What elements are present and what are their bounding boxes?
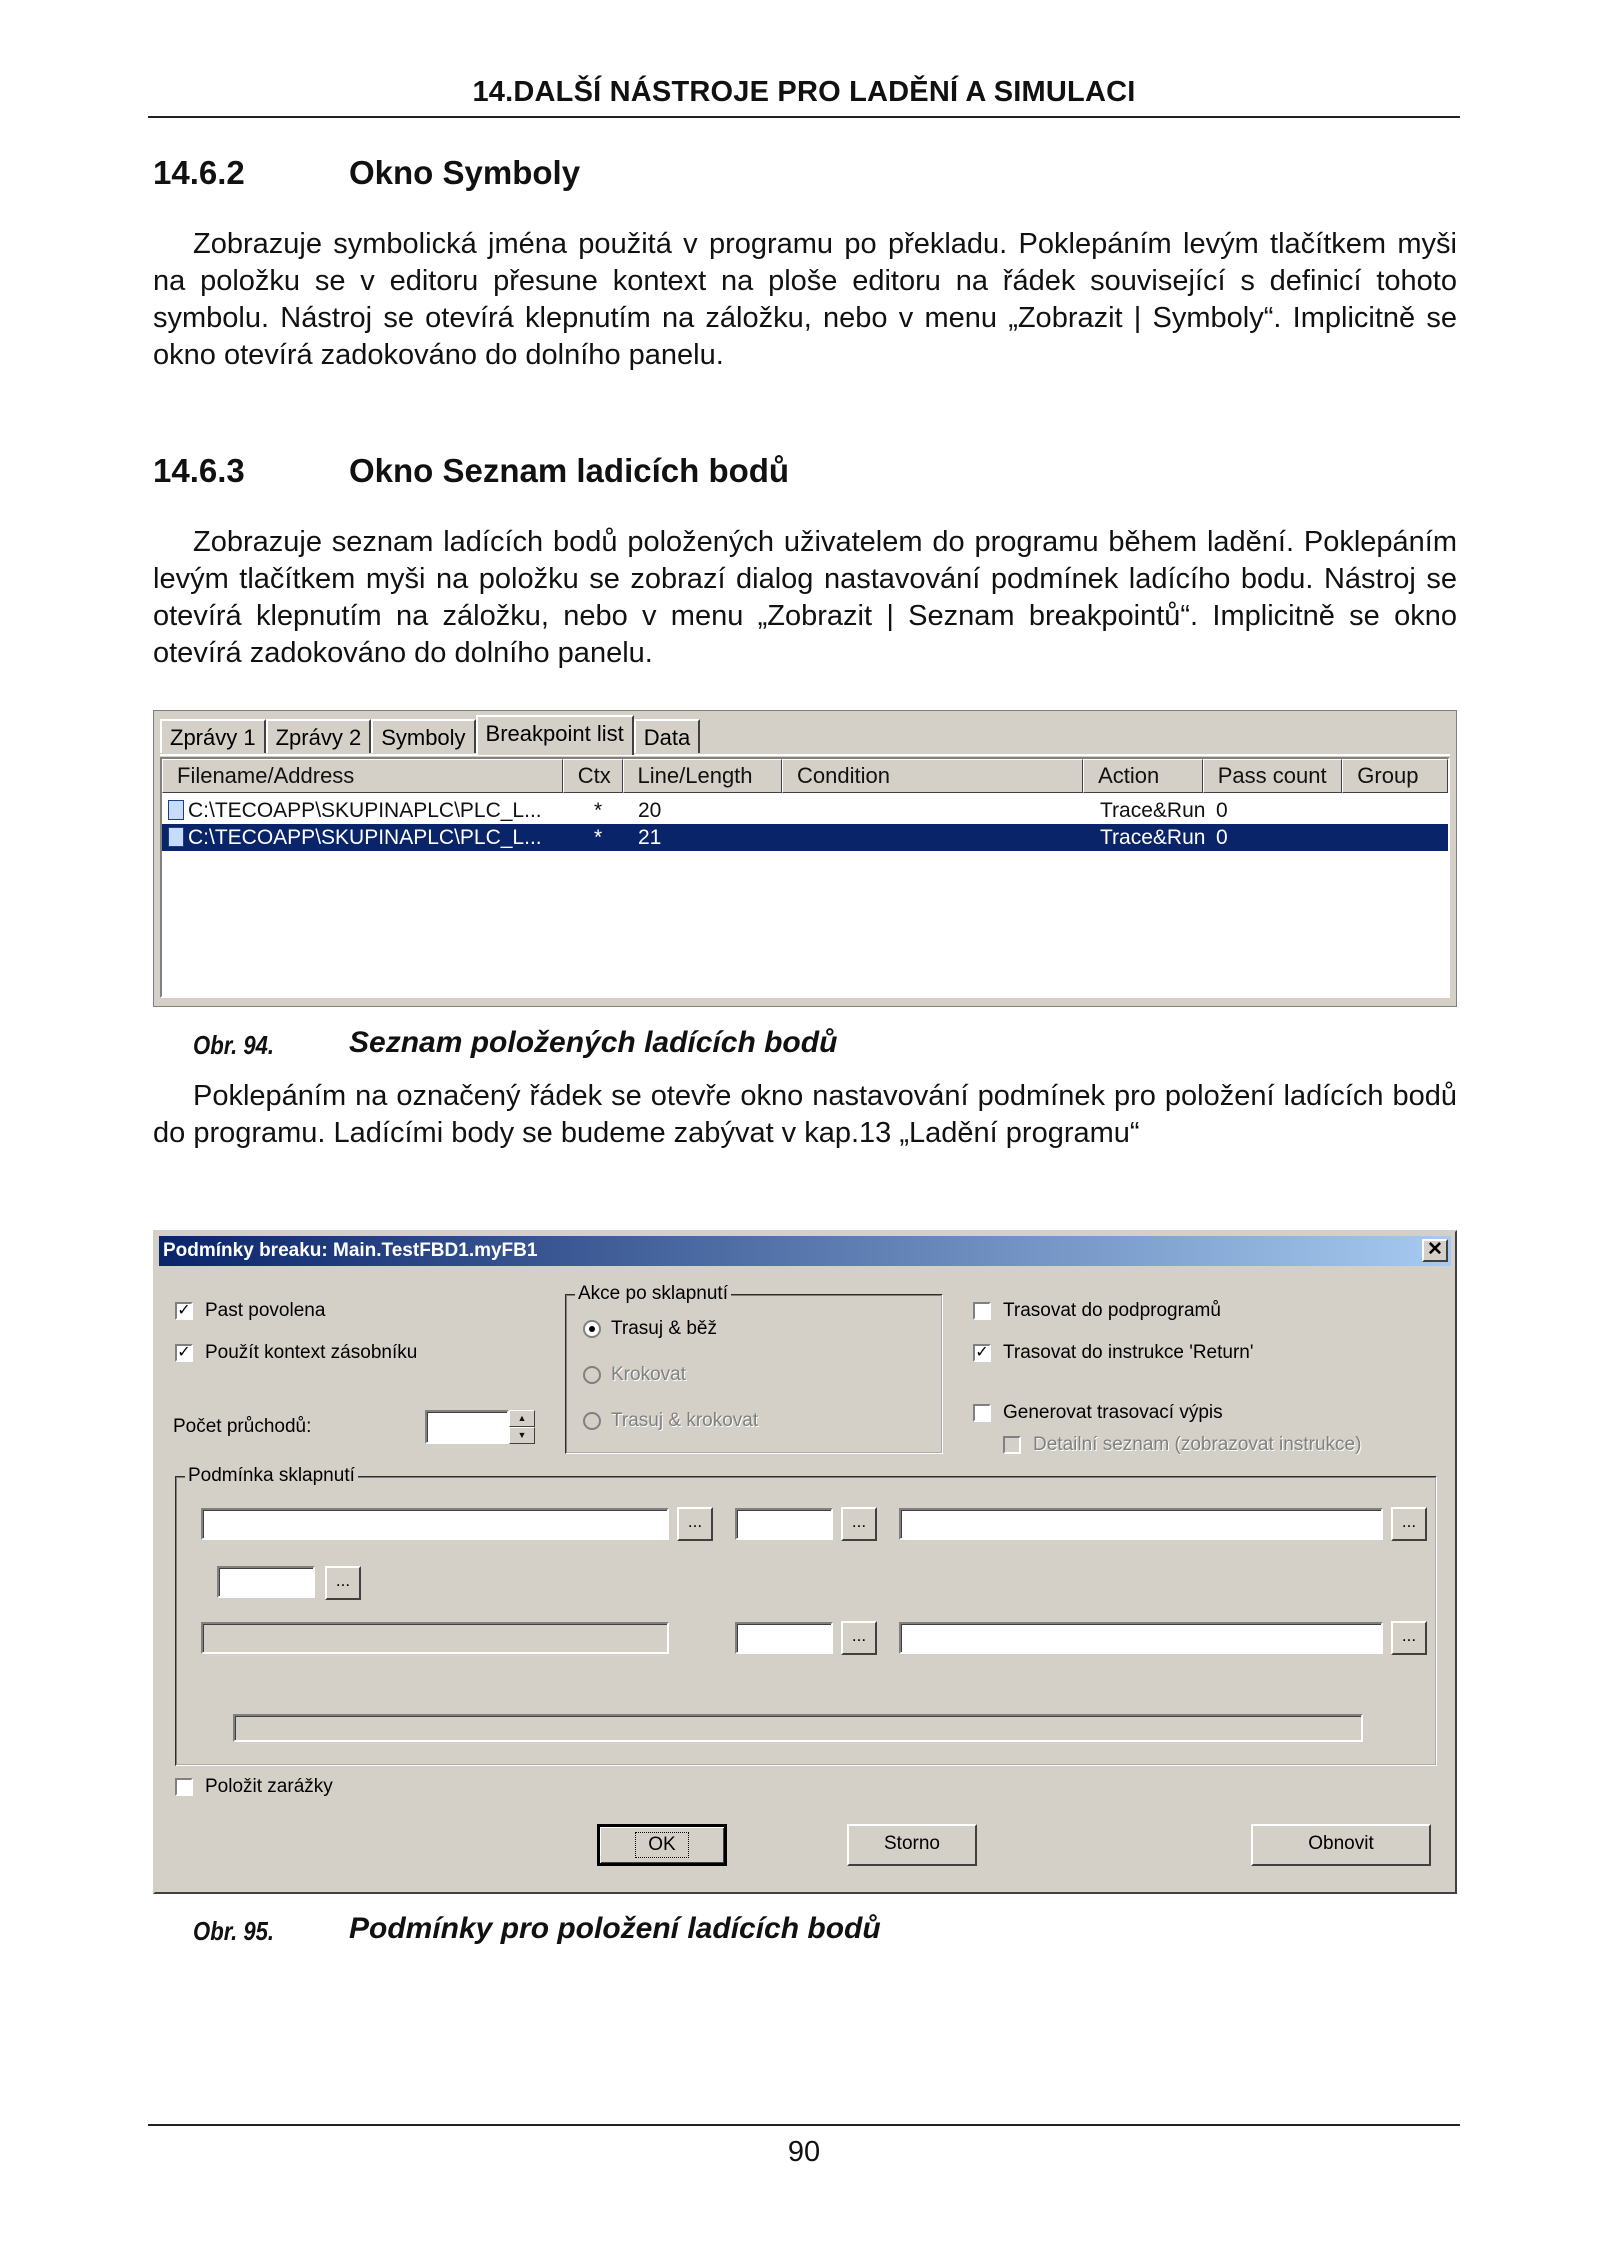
section-number: 14.6.2 [153,154,245,191]
break-conditions-dialog [153,1230,1457,1894]
column-filename[interactable]: Filename/Address [162,759,563,793]
close-button[interactable]: ✕ [1422,1239,1448,1262]
tab-data[interactable]: Data [634,719,700,753]
row-ctx: * [594,799,603,822]
condition-operator-2-input[interactable] [735,1622,833,1654]
trasovat-podprogramu-label: Trasovat do podprogramů [1003,1300,1221,1321]
trasuj-krokovat-label: Trasuj & krokovat [611,1410,759,1431]
condition-operand-4-browse-button[interactable]: ... [1391,1621,1427,1655]
column-ctx[interactable]: Ctx [563,759,623,793]
column-pass-count[interactable]: Pass count [1203,759,1343,793]
trasuj-bez-label: Trasuj & běž [611,1318,717,1339]
page-number: 90 [787,2136,821,2168]
column-line-length[interactable]: Line/Length [623,759,783,793]
ok-button[interactable] [597,1824,727,1866]
column-group[interactable]: Group [1342,759,1448,793]
column-action[interactable]: Action [1083,759,1203,793]
polozit-zarazky-checkbox[interactable] [175,1778,193,1796]
breakpoint-list-panel [153,710,1457,1007]
row-line: 20 [638,799,662,822]
file-icon [168,827,184,847]
condition-operator-browse-button[interactable]: ... [841,1507,877,1541]
row-file: C:\TECOAPP\SKUPINAPLC\PLC_L... [188,826,542,849]
spin-down-icon[interactable]: ▼ [509,1427,535,1444]
section-number: 14.6.3 [153,452,245,489]
detailni-seznam-checkbox[interactable] [1003,1436,1021,1454]
trasuj-krokovat-radio[interactable] [583,1412,601,1430]
file-icon [168,800,184,820]
tab-zpravy-2[interactable]: Zprávy 2 [266,719,372,753]
past-povolena-label: Past povolena [205,1300,326,1321]
obnovit-button[interactable]: Obnovit [1251,1824,1431,1866]
figure-caption-text: Seznam položených ladících bodů [349,1026,838,1059]
row-action: Trace&Run [1100,799,1206,822]
pouzit-kontext-checkbox[interactable]: ✓ [175,1344,193,1362]
row-ctx: * [594,826,603,849]
pocet-pruchodu-label: Počet průchodů: [173,1416,312,1437]
column-condition[interactable]: Condition [782,759,1083,793]
condition-operand-2-input[interactable] [899,1508,1383,1540]
section-paragraph: Zobrazuje seznam ladících bodů položených uživatelem do programu během ladění. Poklepáním levým tlačítkem myši na položku se zobrazí dialog nastavování podmínek ladícího bodu. Nástroj se otevírá klepnutím na záložku, nebo v menu „Zobrazit | Seznam breakpointů“. Implicitně se okno otevírá zadokováno do dolního panelu. [153,526,1457,669]
condition-operand-4-input[interactable] [899,1622,1383,1654]
podminka-group-label: Podmínka sklapnutí [185,1464,358,1488]
condition-operand-2-browse-button[interactable]: ... [1391,1507,1427,1541]
section-title: Okno Seznam ladicích bodů [349,452,790,489]
generovat-vypis-checkbox[interactable] [973,1404,991,1422]
condition-operator-2-browse-button[interactable]: ... [841,1621,877,1655]
body-paragraph: Poklepáním na označený řádek se otevře okno nastavování podmínek pro položení ladících bodů do programu. Ladícími body se budeme zabývat v kap.13 „Ladění programu“ [153,1080,1457,1149]
trasuj-bez-radio[interactable] [583,1320,601,1338]
pocet-pruchodu-spinner[interactable] [509,1410,535,1444]
figure-caption-text: Podmínky pro položení ladících bodů [349,1912,881,1945]
spin-up-icon[interactable]: ▲ [509,1410,535,1427]
storno-button[interactable]: Storno [847,1824,977,1866]
tab-underline [160,754,1450,756]
generovat-vypis-label: Generovat trasovací výpis [1003,1402,1223,1423]
row-action: Trace&Run [1100,826,1206,849]
header-rule [148,116,1460,118]
condition-operator-input[interactable] [735,1508,833,1540]
condition-operand-1-input[interactable] [201,1508,669,1540]
footer-rule [148,2124,1460,2126]
dialog-title: Podmínky breaku: Main.TestFBD1.myFB1 [163,1240,538,1261]
trasovat-return-checkbox[interactable]: ✓ [973,1344,991,1362]
condition-operand-1-browse-button[interactable]: ... [677,1507,713,1541]
trasovat-podprogramu-checkbox[interactable] [973,1302,991,1320]
condition-operand-3-input[interactable] [201,1622,669,1654]
section-title: Okno Symboly [349,154,581,191]
row-line: 21 [638,826,662,849]
section-paragraph: Zobrazuje symbolická jména použitá v programu po překladu. Poklepáním levým tlačítkem myši na položku se v editoru přesune kontext na ploše editoru na řádek související s definicí tohoto symbolu. Nástroj se otevírá klepnutím na záložku, nebo v menu „Zobrazit | Symboly“. Implicitně se okno otevírá zadokováno do dolního panelu. [153,228,1457,371]
breakpoint-listview[interactable] [160,757,1450,998]
figure-caption-number: Obr. 95. [193,1916,275,1946]
krokovat-radio[interactable] [583,1366,601,1384]
polozit-zarazky-label: Položit zarážky [205,1776,333,1797]
ok-button-label: OK [635,1832,688,1858]
tab-breakpoint-list[interactable]: Breakpoint list [476,715,634,755]
krokovat-label: Krokovat [611,1364,686,1385]
akce-group-label: Akce po sklapnutí [575,1282,731,1306]
tab-symboly[interactable]: Symboly [371,719,475,753]
table-row[interactable] [162,797,1448,824]
tab-strip [160,715,700,755]
condition-logic-browse-button[interactable]: ... [325,1566,361,1600]
condition-expression-display [233,1714,1363,1742]
trasovat-return-label: Trasovat do instrukce 'Return' [1003,1342,1254,1363]
tab-zpravy-1[interactable]: Zprávy 1 [160,719,266,753]
table-row-selected[interactable] [162,824,1448,851]
figure-caption-number: Obr. 94. [193,1030,275,1060]
detailni-seznam-label: Detailní seznam (zobrazovat instrukce) [1033,1434,1362,1455]
pocet-pruchodu-input[interactable] [425,1410,509,1444]
pouzit-kontext-label: Použít kontext zásobníku [205,1342,418,1363]
row-pass-count: 0 [1216,826,1228,849]
dialog-titlebar[interactable] [159,1236,1451,1266]
row-file: C:\TECOAPP\SKUPINAPLC\PLC_L... [188,799,542,822]
listview-header [162,759,1448,793]
row-pass-count: 0 [1216,799,1228,822]
past-povolena-checkbox[interactable]: ✓ [175,1302,193,1320]
condition-logic-input[interactable] [217,1566,315,1598]
running-header: 14.DALŠÍ NÁSTROJE PRO LADĚNÍ A SIMULACI [472,76,1136,108]
